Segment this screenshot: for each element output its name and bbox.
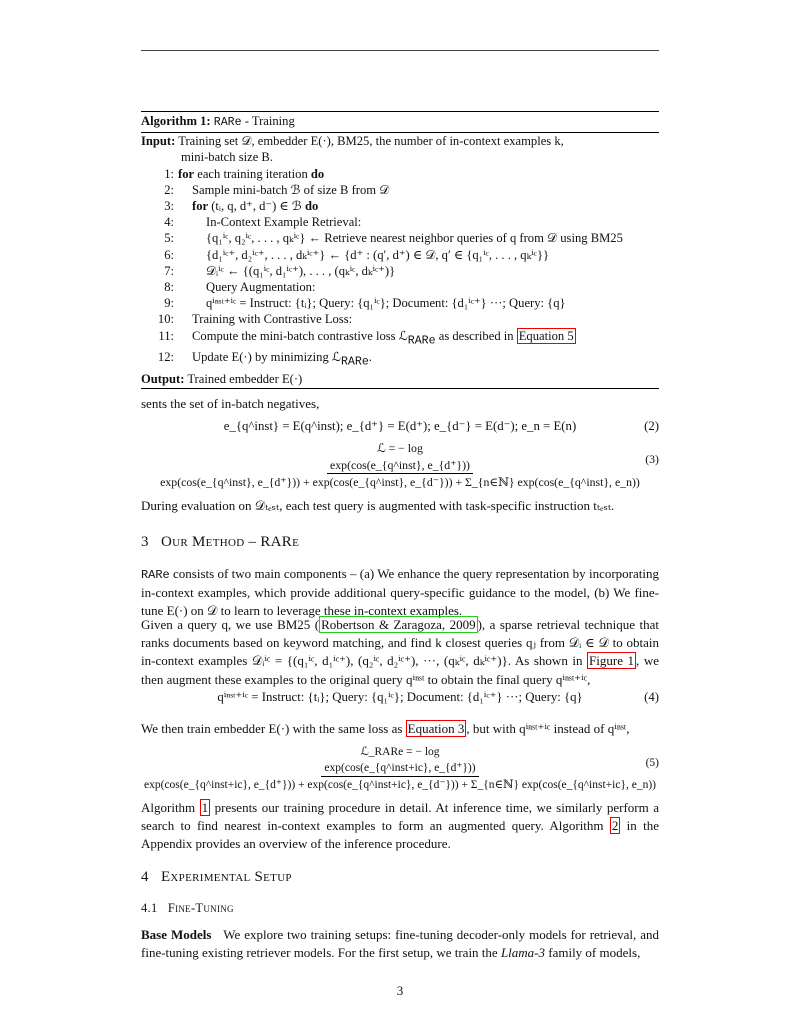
algorithm-line-number: 10: — [157, 312, 174, 327]
algorithm-2-link[interactable]: 2 — [611, 818, 619, 834]
algorithm-statement: qⁱⁿˢᵗ⁺ⁱᶜ = Instruct: {tᵢ}; Query: {q₁ⁱᶜ}; Document: {d₁ⁱᶜ⁺} ···; Query: {q} — [206, 296, 566, 311]
algorithm-line-number: 11: — [158, 328, 174, 343]
algorithm-line — [141, 182, 659, 198]
algorithm-line-text — [178, 349, 372, 371]
algorithm-keyword: do — [304, 199, 319, 214]
algorithm-line-number: 12: — [157, 350, 174, 365]
algorithm-line-text — [178, 182, 389, 198]
algorithm-line — [141, 311, 659, 327]
algorithm-line-text — [178, 198, 318, 214]
algorithm-line-text — [178, 279, 315, 295]
algorithm-name: RARe — [213, 116, 242, 129]
page-number: 3 — [396, 983, 404, 998]
equation-5-link[interactable]: Equation 5 — [518, 328, 574, 343]
algorithm-line-text — [178, 230, 623, 246]
algorithm-statement: {q₁ⁱᶜ, q₂ⁱᶜ, . . . , qₖⁱᶜ} ← Retrieve nearest neighbor queries of q from 𝒟 using BM25 — [206, 231, 623, 246]
algorithm-statement: as described in — [435, 328, 517, 343]
algorithm-statement: {d₁ⁱᶜ⁺, d₂ⁱᶜ⁺, . . . , dₖⁱᶜ⁺} ← {d⁺ : (q′, d⁺) ∈ 𝒟, q′ ∈ {q₁ⁱᶜ, . . . , qₖⁱᶜ}} — [206, 247, 550, 262]
algorithm-line-number: 6: — [164, 247, 174, 262]
paragraph-eval: During evaluation on 𝒟ₜₑₛₜ, each test query is augmented with task-specific instruction tₜₑₛₜ. — [141, 498, 615, 513]
algorithm-line — [141, 247, 659, 263]
subsection-4-1-heading: 4.1 Fine-Tuning — [141, 901, 234, 915]
algorithm-line-text — [178, 214, 361, 230]
algorithm-line — [141, 295, 659, 311]
algorithm-line-text — [178, 328, 576, 350]
algorithm-input-cont: mini-batch size B. — [181, 150, 273, 165]
equation-5: ℒ_RARe = − log exp(cos(e_{q^inst+ic}, e_{d⁺})) exp(cos(e_{q^inst+ic}, e_{d⁺})) + exp(cos(e_{q^inst+ic}, e_{d⁻})) + Σ_{n∈ℕ} exp(cos(e_{q^inst+ic}, e_n)) (5) — [144, 746, 659, 792]
algorithm-statement: Sample mini-batch ℬ of size B from 𝒟 — [192, 182, 390, 197]
equation-3-link[interactable]: Equation 3 — [407, 721, 465, 736]
algorithm-line-number: 3: — [164, 199, 174, 214]
algorithm-statement: Query Augmentation: — [206, 280, 316, 295]
equation-2: e_{q^inst} = E(q^inst); e_{d⁺} = E(d⁺); e_{d⁻} = E(d⁻); e_n = E(n) (2) — [223, 419, 659, 433]
algorithm-line-text — [178, 166, 324, 182]
algorithm-line-text — [178, 295, 566, 311]
algorithm-keyword: do — [310, 166, 325, 181]
paragraph-method: RARe consists of two main components – (a) We enhance the query representation by incorporating in-context examples, which provide additional query-specific guidance to the model, (b) We fine-tune E(·) on 𝒟 to learn to leverage these in-context examples. — [141, 566, 659, 618]
section-4-heading: 4 Experimental Setup — [141, 869, 292, 885]
algorithm-line-number: 1: — [164, 166, 174, 181]
algorithm-statement: each training iteration — [194, 166, 311, 181]
algorithm-line-number: 2: — [164, 182, 174, 197]
algorithm-line — [141, 279, 659, 295]
algorithm-line-number: 7: — [164, 263, 174, 278]
algorithm-line — [141, 166, 659, 182]
equation-4: qⁱⁿˢᵗ⁺ⁱᶜ = Instruct: {tᵢ}; Query: {q₁ⁱᶜ}; Document: {d₁ⁱᶜ⁺} ···; Query: {q} (4) — [217, 690, 659, 704]
citation-link[interactable]: Robertson & Zaragoza, 2009 — [321, 617, 476, 632]
algorithm-line-number: 4: — [164, 215, 174, 230]
paragraph-train: We then train embedder E(·) with the same loss as Equation 3 , but with qⁱⁿˢᵗ⁺ⁱᶜ instead of qⁱⁿˢᵗ, — [141, 721, 630, 736]
algorithm-line-number: 5: — [164, 231, 174, 246]
algorithm-statement: . — [368, 350, 372, 365]
algorithm-keyword: for — [192, 199, 209, 214]
algorithm-statement: Training with Contrastive Loss: — [192, 312, 353, 327]
algorithm-input: Input: Training set 𝒟, embedder E(·), BM25, the number of in-context examples k, — [141, 134, 564, 149]
algorithm-line-text — [178, 247, 549, 263]
algorithm-statement: In-Context Example Retrieval: — [206, 215, 362, 230]
algorithm-line — [141, 214, 659, 230]
section-3-heading: 3 Our Method – RARe — [141, 534, 300, 550]
algorithm-statement: (tᵢ, q, d⁺, d⁻) ∈ ℬ — [208, 199, 305, 214]
algorithm-line-number: 9: — [164, 296, 174, 311]
algorithm-line — [141, 230, 659, 246]
paragraph-negatives: sents the set of in-batch negatives, — [141, 396, 320, 411]
algorithm-box — [141, 111, 659, 389]
algorithm-1-link[interactable]: 1 — [201, 800, 209, 815]
algorithm-line-text — [178, 311, 352, 327]
paragraph-base-models: Base Models We explore two training setups: fine-tuning decoder-only models for retrieval, and fine-tuning existing retriever models. For the first setup, we train the Llama-3 family of models, — [141, 927, 659, 961]
algorithm-title: Algorithm 1: RARe - Training — [141, 111, 659, 133]
loss-subscript: RARe — [340, 355, 369, 369]
paragraph-algorithm: Algorithm 1 presents our training procedure in detail. At inference time, we similarly perform a search to find nearest in-context examples to form an augmented query. Algorithm 2 in the Appendix provides an overview of the inference procedure. — [141, 800, 659, 852]
algorithm-statement: Update E(·) by minimizing ℒ — [192, 350, 341, 365]
algorithm-keyword: for — [178, 166, 195, 181]
algorithm-line — [141, 328, 659, 350]
equation-3: ℒ = − log exp(cos(e_{q^inst}, e_{d⁺})) exp(cos(e_{q^inst}, e_{d⁺})) + exp(cos(e_{q^inst}, e_{d⁻})) + Σ_{n∈ℕ} exp(cos(e_{q^inst}, e_n)) (3) — [160, 441, 659, 490]
algorithm-line — [141, 198, 659, 214]
algorithm-line — [141, 263, 659, 279]
header-rule — [141, 50, 659, 51]
algorithm-line — [141, 349, 659, 371]
algorithm-line-text — [178, 263, 395, 279]
algorithm-output: Output: Trained embedder E(·) — [141, 371, 659, 389]
figure-1-link[interactable]: Figure 1 — [589, 653, 635, 669]
paragraph-given-query: Given a query q, we use BM25 ( Robertson & Zaragoza, 2009 ), a sparse retrieval technique that ranks documents based on keyword matching, and find k closest queries qⱼ from 𝒟ᵢ ∈ 𝒟 to obtain in-context examples 𝒟ᵢⁱᶜ = {(q₁ⁱᶜ, d₁ⁱᶜ⁺), (q₂ⁱᶜ, d₂ⁱᶜ⁺), ···, (qₖⁱᶜ, dₖⁱᶜ⁺)}. As shown in Figure 1 , we then augment these examples to the original query qⁱⁿˢᵗ to obtain the final query qⁱⁿˢᵗ⁺ⁱᶜ, — [141, 617, 660, 687]
algorithm-line-number: 8: — [164, 280, 174, 295]
loss-subscript: RARe — [407, 334, 436, 348]
algorithm-lines — [141, 166, 659, 371]
algorithm-statement: Compute the mini-batch contrastive loss ℒ — [192, 328, 408, 343]
algorithm-statement: 𝒟ᵢⁱᶜ ← {(q₁ⁱᶜ, d₁ⁱᶜ⁺), . . . , (qₖⁱᶜ, dₖⁱᶜ⁺)} — [206, 263, 396, 278]
